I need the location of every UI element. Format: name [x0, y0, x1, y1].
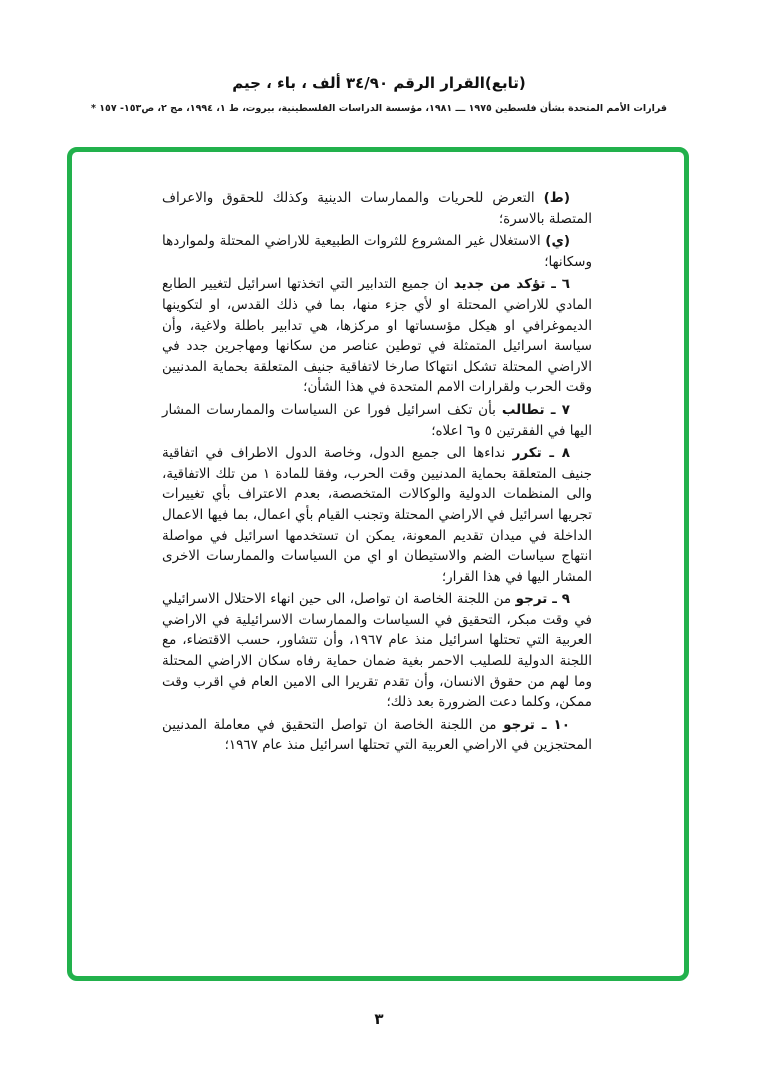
paragraph-lead: ٧ ـ تطالب	[501, 401, 570, 418]
content-frame	[67, 147, 689, 981]
paragraph-ya	[162, 231, 592, 272]
paragraph-text: بأن تكف اسرائيل فورا عن السياسات والممارسات المشار اليها في الفقرتين ٥ و٦ اعلاه؛	[162, 401, 592, 439]
page-number: ٣	[374, 1010, 384, 1028]
paragraph-text: من اللجنة الخاصة ان تواصل، الى حين انهاء الاحتلال الاسرائيلي في وقت مبكر، التحقيق في السياسات والممارسات الاسرائيلية في الاراضي العربية التي تحتلها اسرائيل منذ عام ١٩٦٧، وأن تتشاور، حسب الاقتضاء، مع اللجنة الدولية للصليب الاحمر بغية ضمان حماية رفاه سكان الاراضي المحتلة وما لهم من حقوق الانسان، وأن تقدم تقريرا الى الامين العام في اقرب وقت ممكن، وكلما دعت الضرورة بعد ذلك؛	[162, 591, 592, 711]
paragraph-8	[162, 443, 592, 587]
text-column	[162, 188, 592, 758]
paragraph-text: ان جميع التدابير التي اتخذتها اسرائيل لتغيير الطابع المادي للاراضي المحتلة او لأي جزء منها، بما في ذلك القدس، او لتكوينها الديموغرافي او هيكل مؤسساتها او مركزها، هي تدابير باطلة ولاغية، وأن سياسة اسرائيل المتمثلة في توطين عناصر من سكانها ومهاجرين جدد في الاراضي المحتلة تشكل انتهاكا صارخا لاتفاقية جنيف المتعلقة بحماية المدنيين وقت الحرب ولقرارات الامم المتحدة في هذا الشأن؛	[162, 276, 592, 396]
paragraph-text: الاستغلال غير المشروع للثروات الطبيعية للاراضي المحتلة ولمواردها وسكانها؛	[162, 233, 592, 270]
paragraph-text: التعرض للحريات والممارسات الدينية وكذلك للحقوق والاعراف المتصلة بالاسرة؛	[162, 190, 592, 227]
paragraph-9	[162, 589, 592, 713]
paragraph-6	[162, 274, 592, 398]
paragraph-lead: (ط)	[543, 190, 571, 206]
paragraph-text: من اللجنة الخاصة ان تواصل التحقيق في معاملة المدنيين المحتجزين في الاراضي العربية التي تحتلها اسرائيل منذ عام ١٩٦٧؛	[162, 716, 592, 754]
paragraph-lead: ٩ ـ ترجو	[515, 591, 570, 608]
paragraph-7	[162, 400, 592, 441]
paragraph-lead: ٦ ـ تؤكد من جديد	[453, 276, 571, 293]
paragraph-lead: ٨ ـ تكرر	[512, 445, 571, 462]
paragraph-ta	[162, 188, 592, 229]
document-title: (تابع)القرار الرقم ٣٤/٩٠ ألف ، باء ، جيم	[232, 74, 526, 92]
paragraph-lead: (ي)	[545, 233, 571, 250]
paragraph-10	[162, 715, 592, 756]
source-citation: قرارات الأمم المتحدة بشأن فلسطين ١٩٧٥ ـــ ١٩٨١، مؤسسة الدراسات الفلسطينية، بيروت، ط ١، ١٩٩٤، مج ٢، ص١٥٣- ١٥٧ *	[90, 103, 668, 114]
paragraph-lead: ١٠ ـ ترجو	[503, 716, 570, 733]
paragraph-text: نداءها الى جميع الدول، وخاصة الدول الاطراف في اتفاقية جنيف المتعلقة بحماية المدنيين وقت الحرب، وفقا للمادة ١ من تلك الاتفاقية، والى المنظمات الدولية والوكالات المتخصصة، بعدم الاعتراف بأي تغييرات تجريها اسرائيل في الاراضي المحتلة وتجنب القيام بأي اعمال، بما فيها الاعمال الداخلة في ميدان تقديم المعونة، يمكن ان تستخدمها اسرائيل في مواصلة انتهاج سياسات الضم والاستيطان او اي من السياسات والممارسات الاخرى المشار اليها في هذا القرار؛	[162, 445, 592, 585]
